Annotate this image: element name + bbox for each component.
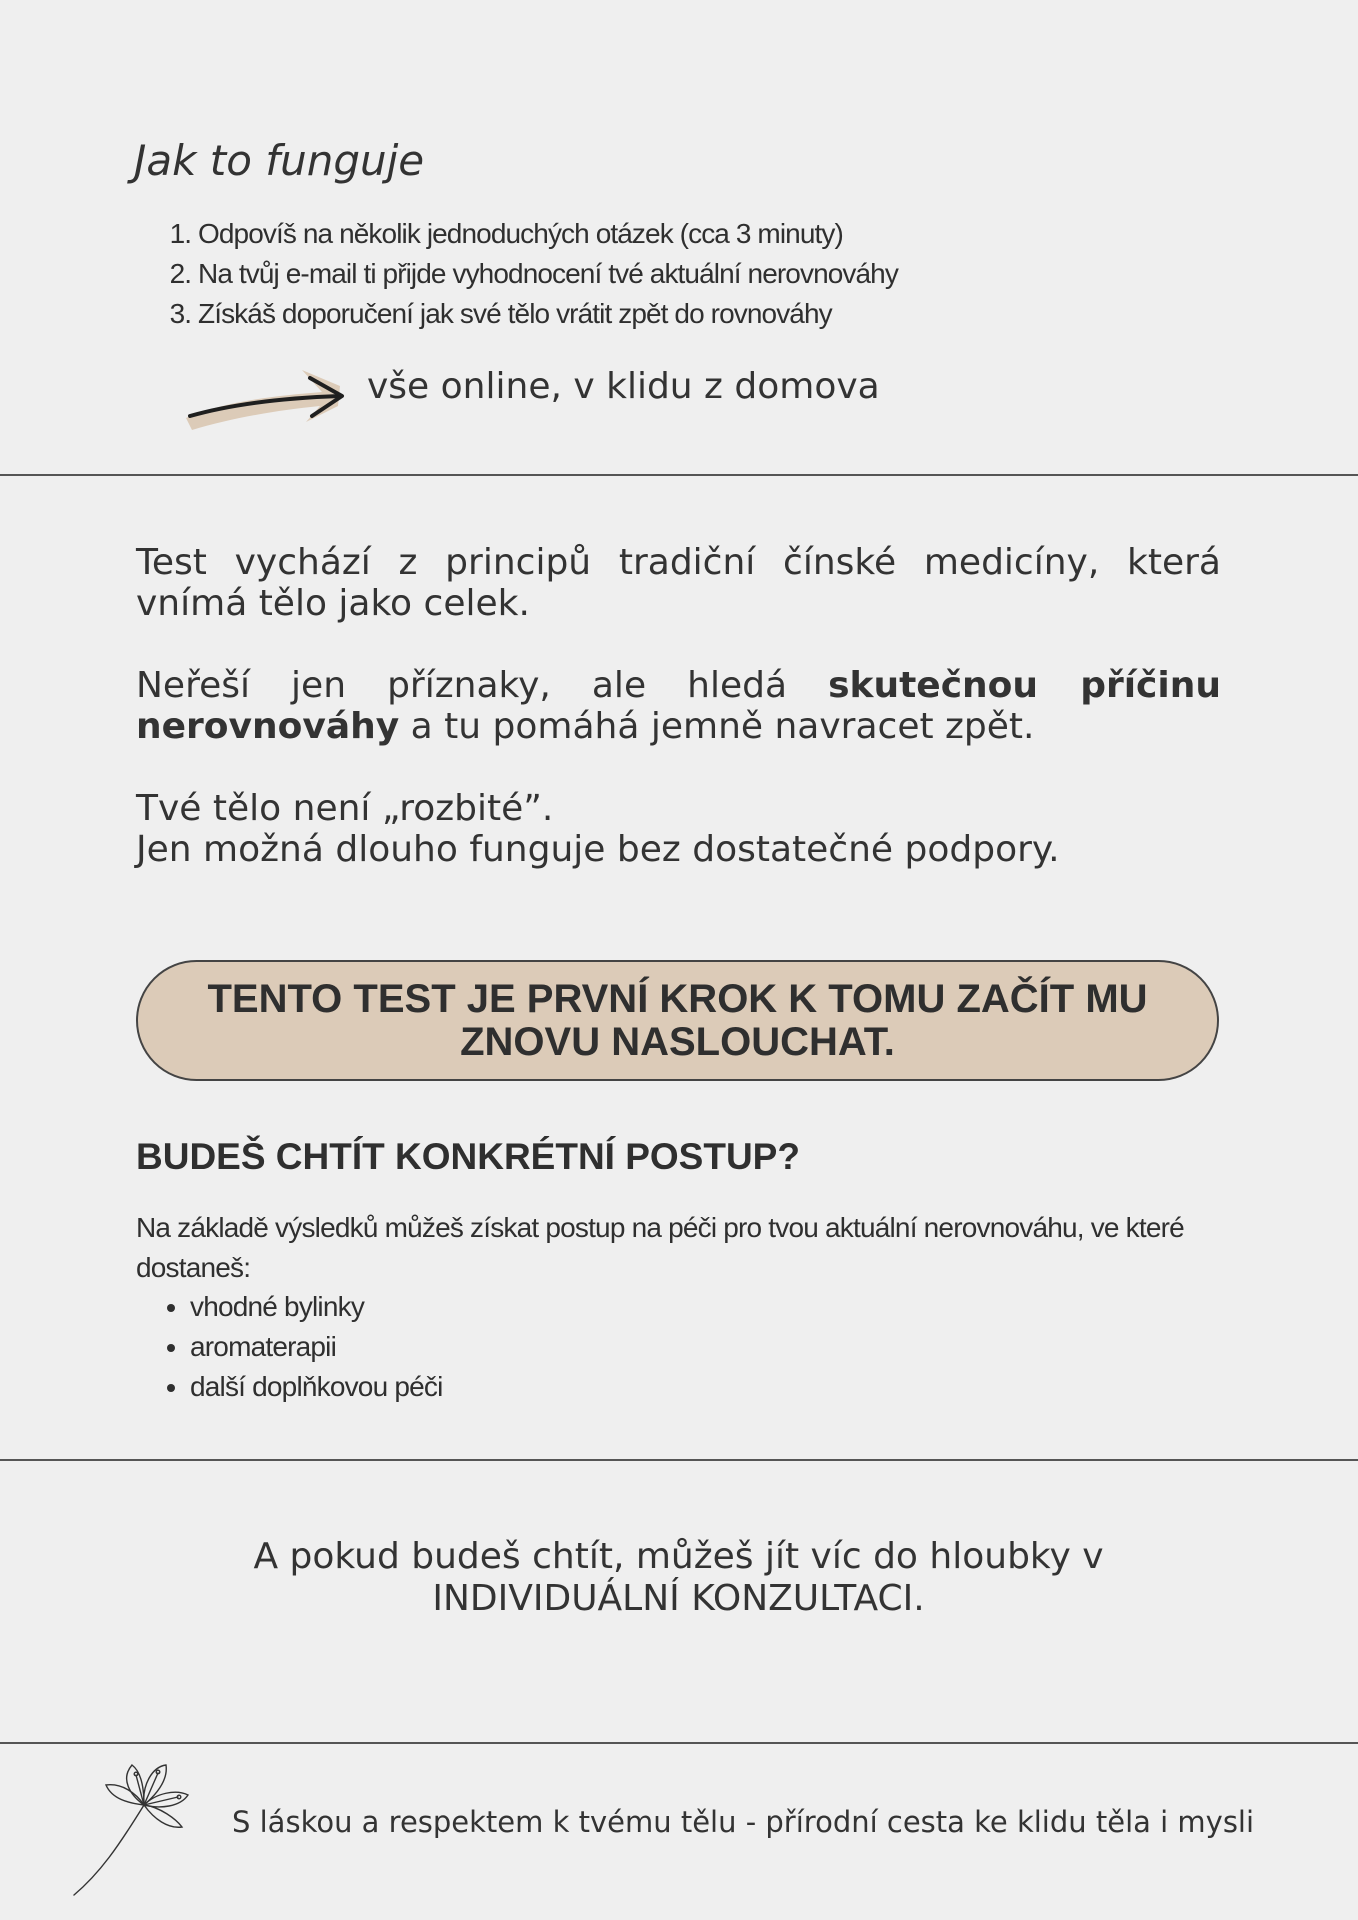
divider — [0, 1459, 1358, 1461]
intro-paragraph-cause: Neřeší jen příznaky, ale hledá skutečnou příčinu nerovnováhy a tu pomáhá jemně navracet zpět. — [136, 665, 1221, 747]
list-item: • aromaterapii — [190, 1327, 443, 1367]
step-item: 1. Odpovíš na několik jednoduchých otázek (cca 3 minuty) — [198, 214, 898, 254]
highlight-text: skutečnou příčinu nerovnováhy — [136, 665, 1221, 747]
cta-banner — [136, 960, 1219, 1081]
cta-text: TENTO TEST JE PRVNÍ KROK K TOMU ZAČÍT MU ZNOVU NASLOUCHAT. — [207, 976, 1148, 1064]
footer-text: S láskou a respektem k tvému tělu - přírodní cesta ke klidu těla i mysli — [232, 1805, 1255, 1839]
list-item: • další doplňkovou péči — [190, 1367, 443, 1407]
step-item: 2. Na tvůj e-mail ti přijde vyhodnocení tvé aktuální nerovnováhy — [198, 254, 898, 294]
online-note — [182, 356, 902, 436]
flower-icon — [60, 1755, 210, 1905]
intro-paragraph: Test vychází z principů tradiční čínské medicíny, která vnímá tělo jako celek. — [136, 542, 1221, 624]
offer-list — [160, 1287, 443, 1407]
divider — [0, 1742, 1358, 1744]
step-item: 3. Získáš doporučení jak své tělo vrátit zpět do rovnováhy — [198, 294, 898, 334]
arrow-icon — [182, 356, 352, 436]
steps-list — [160, 214, 898, 334]
online-note-text: vše online, v klidu z domova — [367, 366, 880, 407]
list-item: • vhodné bylinky — [190, 1287, 443, 1327]
section-title: Jak to funguje — [134, 136, 425, 185]
closing-text: A pokud budeš chtít, můžeš jít víc do hloubky v INDIVIDUÁLNÍ KONZULTACI. — [253, 1536, 1104, 1619]
divider — [0, 474, 1358, 476]
offer-heading: BUDEŠ CHTÍT KONKRÉTNÍ POSTUP? — [136, 1136, 800, 1177]
offer-text: Na základě výsledků můžeš získat postup na péči pro tvou aktuální nerovnováhu, ve které dostaneš: — [136, 1212, 1184, 1283]
intro-paragraph-body: Tvé tělo není „rozbité”. Jen možná dlouho funguje bez dostatečné podpory. — [136, 788, 1060, 870]
